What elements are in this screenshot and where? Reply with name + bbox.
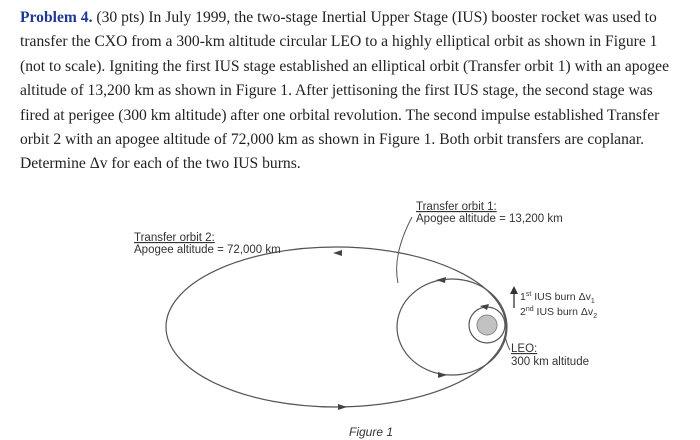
problem-line-6: orbit 2 with an apogee altitude of 72,000 km as shown in Figure 1. Both orbit transfers are coplanar. bbox=[20, 130, 645, 148]
burn1-sub: 1 bbox=[590, 298, 595, 305]
burn1-ordinal: 1 bbox=[520, 291, 526, 303]
burn1-label bbox=[520, 291, 595, 305]
transfer-orbit-2-ellipse bbox=[166, 247, 506, 407]
burn2-sup: nd bbox=[525, 306, 534, 313]
orbit1-label-title: Transfer orbit 1: bbox=[416, 201, 497, 213]
figure-caption: Figure 1 bbox=[349, 425, 394, 439]
burn-arrow-icon bbox=[510, 286, 518, 294]
problem-line-7: Determine Δv for each of the two IUS burns. bbox=[20, 155, 301, 173]
burn2-ordinal: 2 bbox=[520, 306, 526, 318]
problem-line-5: fired at perigee (300 km altitude) after one orbital revolution. The second impulse established Transfer bbox=[20, 106, 660, 124]
leo-arrow-icon bbox=[480, 304, 489, 310]
orbit1-top-arrow-icon bbox=[436, 277, 446, 283]
orbit1-label-detail: Apogee altitude = 13,200 km bbox=[416, 213, 563, 225]
burn1-text: IUS burn Δv bbox=[531, 291, 591, 303]
leo-label-detail: 300 km altitude bbox=[511, 356, 589, 368]
orbit2-bottom-arrow-icon bbox=[338, 404, 347, 410]
orbit2-label-title: Transfer orbit 2: bbox=[134, 232, 215, 244]
orbit1-leader-line bbox=[397, 217, 412, 283]
burn2-sub: 2 bbox=[593, 313, 598, 320]
burn1-sup: st bbox=[525, 291, 532, 298]
burn2-text: IUS burn Δv bbox=[533, 306, 594, 318]
orbit2-label-detail: Apogee altitude = 72,000 km bbox=[134, 244, 281, 256]
problem-line-4: altitude of 13,200 km as shown in Figure 1. After jettisoning the first IUS stage, the second stage was bbox=[20, 82, 653, 100]
problem-line-2: transfer the CXO from a 300-km altitude circular LEO to a highly elliptical orbit as shown in Figure 1 bbox=[20, 33, 658, 51]
orbit1-bottom-arrow-icon bbox=[438, 372, 447, 378]
burn2-label bbox=[520, 306, 597, 320]
problem-line-3: (not to scale). Igniting the first IUS stage established an elliptical orbit (Transfer orbit 1) with an apogee bbox=[20, 57, 669, 75]
problem-label: Problem 4. bbox=[20, 9, 93, 26]
leo-label-title: LEO: bbox=[511, 343, 538, 355]
problem-text-1: (30 pts) In July 1999, the two-stage Inertial Upper Stage (IUS) booster rocket was used to bbox=[96, 9, 657, 26]
orbit2-top-arrow-icon bbox=[333, 250, 342, 256]
leo-leader-line bbox=[505, 336, 510, 350]
earth-icon bbox=[477, 315, 497, 335]
